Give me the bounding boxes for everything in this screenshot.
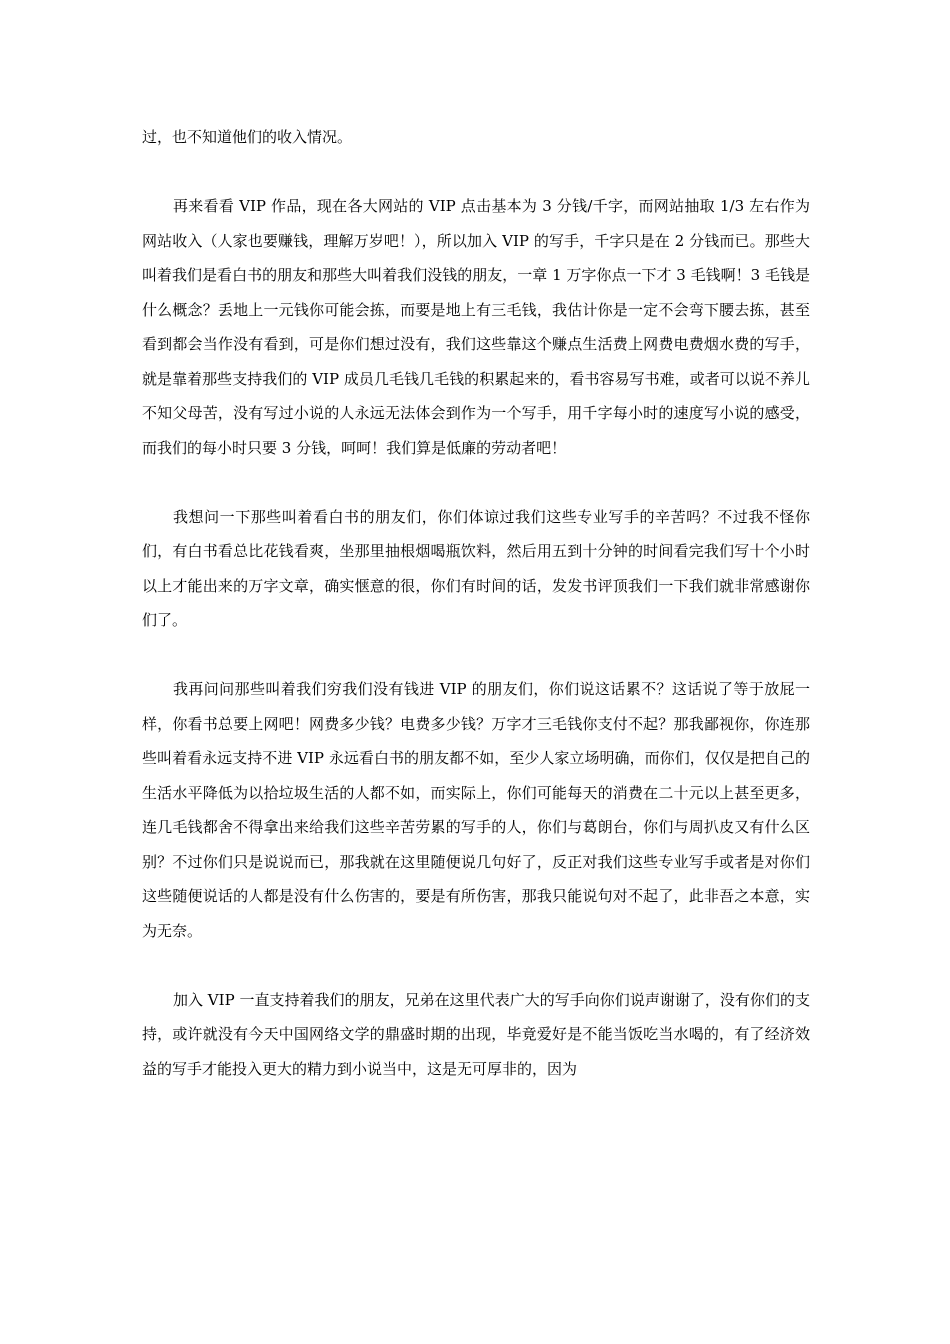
document-body xyxy=(142,120,810,1086)
paragraph-1: 过，也不知道他们的收入情况。 xyxy=(142,128,353,146)
paragraph-gap xyxy=(142,948,810,983)
paragraph-gap xyxy=(142,638,810,673)
paragraph-gap xyxy=(142,155,810,190)
paragraph-2: 再来看看 VIP 作品，现在各大网站的 VIP 点击基本为 3 分钱/千字，而网站抽取 1/3 左右作为网站收入（人家也要赚钱，理解万岁吧！），所以加入 VIP 的写手，千字只是在 2 分钱而已。那些大叫着我们是看白书的朋友和那些大叫着我们没钱的朋友，一章 1 万字你点一下才 3 毛钱啊！3 毛钱是什么概念？丢地上一元钱你可能会拣，而要是地上有三毛钱，我估计你是一定不会弯下腰去拣，甚至看到都会当作没有看到，可是你们想过没有，我们这些靠这个赚点生活费上网费电费烟水费的写手，就是靠着那些支持我们的 VIP 成员几毛钱几毛钱的积累起来的，看书容易写书难，或者可以说不养儿不知父母苦，没有写过小说的人永远无法体会到作为一个写手，用千字每小时的速度写小说的感受，而我们的每小时只要 3 分钱，呵呵！我们算是低廉的劳动者吧！ xyxy=(142,197,810,457)
paragraph-3: 我想问一下那些叫着看白书的朋友们，你们体谅过我们这些专业写手的辛苦吗？不过我不怪你们，有白书看总比花钱看爽，坐那里抽根烟喝瓶饮料，然后用五到十分钟的时间看完我们写十个小时以上才能出来的万字文章，确实惬意的很，你们有时间的话，发发书评顶我们一下我们就非常感谢你们了。 xyxy=(142,507,810,629)
paragraph-4: 我再问问那些叫着我们穷我们没有钱进 VIP 的朋友们，你们说这话累不？这话说了等于放屁一样，你看书总要上网吧！网费多少钱？电费多少钱？万字才三毛钱你支付不起？那我鄙视你，你连那些叫着看永远支持不进 VIP 永远看白书的朋友都不如，至少人家立场明确，而你们，仅仅是把自己的生活水平降低为以拾垃圾生活的人都不如，而实际上，你们可能每天的消费在二十元以上甚至更多，连几毛钱都舍不得拿出来给我们这些辛苦劳累的写手的人，你们与葛朗台，你们与周扒皮又有什么区别？不过你们只是说说而已，那我就在这里随便说几句好了，反正对我们这些专业写手或者是对你们这些随便说话的人都是没有什么伤害的，要是有所伤害，那我只能说句对不起了，此非吾之本意，实为无奈。 xyxy=(142,680,810,940)
paragraph-gap xyxy=(142,465,810,500)
paragraph-5: 加入 VIP 一直支持着我们的朋友，兄弟在这里代表广大的写手向你们说声谢谢了，没有你们的支持，或许就没有今天中国网络文学的鼎盛时期的出现，毕竟爱好是不能当饭吃当水喝的，有了经济效益的写手才能投入更大的精力到小说当中，这是无可厚非的，因为 xyxy=(142,990,810,1078)
